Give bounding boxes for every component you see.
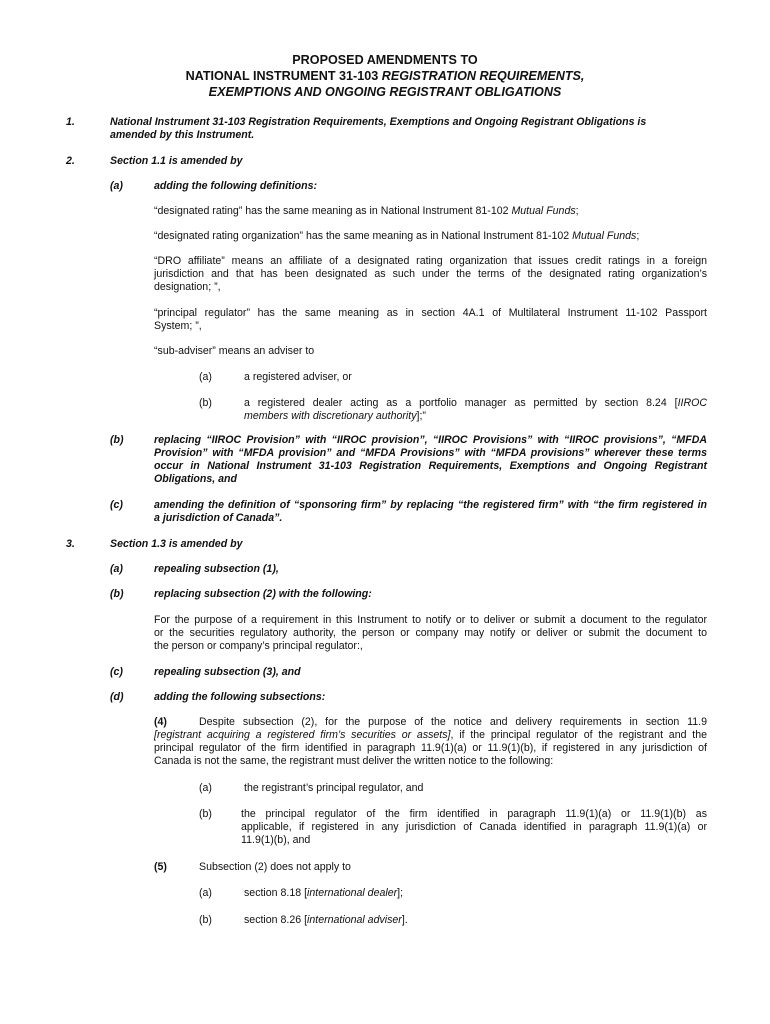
section-2c-line-1: amending the definition of “sponsoring firm” by replacing “the registered firm” with “the firm registered in <box>154 499 707 511</box>
sub-adviser-item-b-label: (b) <box>199 397 212 409</box>
section-2b-line-1: replacing “IIROC Provision” with “IIROC provision”, “IIROC Provisions” with “IIROC provisions”, “MFDA <box>154 434 707 446</box>
section-3a-text: repealing subsection (1), <box>154 563 279 575</box>
dro-line-2: jurisdiction and that has been designated as such under the terms of the designated rating organization’s <box>154 268 707 280</box>
section-2-number: 2. <box>66 155 75 167</box>
subsection-5-text: Subsection (2) does not apply to <box>199 861 351 873</box>
section-1-line-2: amended by this Instrument. <box>110 129 255 141</box>
sub-adviser-item-a-text: a registered adviser, or <box>244 371 352 383</box>
section-2c-label: (c) <box>110 499 123 511</box>
section-2b-line-2: Provision” with “MFDA provision” and “MFDA Provisions” with “MFDA provisions” wherever these terms <box>154 447 707 459</box>
subsection-4-line-2: [registrant acquiring a registered firm’s securities or assets], if the principal regulator of the registrant and the <box>154 729 708 741</box>
section-3-number: 3. <box>66 538 75 550</box>
subsection-4-item-b-label: (b) <box>199 808 212 820</box>
subsection-5-number: (5) <box>154 861 167 873</box>
dro-line-1: “DRO affiliate” means an affiliate of a designated rating organization that issues credit ratings in a foreign <box>154 255 707 267</box>
section-1-number: 1. <box>66 116 75 128</box>
sub-adviser-item-a-label: (a) <box>199 371 212 383</box>
definition-designated-rating-organization: “designated rating organization” has the same meaning as in National Instrument 81-102 Mutual Funds; <box>154 230 640 242</box>
subsection-4-item-b-line-2: applicable, if registered in any jurisdiction of Canada identified in paragraph 11.9(1)(a) or <box>241 821 707 833</box>
doc-title-line-3: EXEMPTIONS AND ONGOING REGISTRANT OBLIGATIONS <box>208 85 562 99</box>
section-1-line-1: National Instrument 31-103 Registration Requirements, Exemptions and Ongoing Registrant Obligations is <box>110 116 647 128</box>
definition-designated-rating: “designated rating” has the same meaning as in National Instrument 81-102 Mutual Funds; <box>154 205 579 217</box>
subsection-5-item-a-text: section 8.18 [international dealer]; <box>244 887 404 899</box>
section-3b-line-3: the person or company’s principal regulator:, <box>154 640 363 652</box>
section-2c-line-2: a jurisdiction of Canada”. <box>154 512 283 524</box>
section-2b-line-3: occur in National Instrument 31-103 Registration Requirements, Exemptions and Ongoing Registrant <box>154 460 707 472</box>
section-2a-heading: adding the following definitions: <box>154 180 318 192</box>
pr-line-2: System; ”, <box>154 320 202 332</box>
subsection-4-item-a-label: (a) <box>199 782 212 794</box>
subsection-4-item-b-line-3: 11.9(1)(b), and <box>241 834 311 846</box>
section-2-heading: Section 1.1 is amended by <box>110 155 243 167</box>
subsection-4-number: (4) <box>154 716 167 728</box>
section-3b-heading: replacing subsection (2) with the following: <box>154 588 372 600</box>
section-3b-line-1: For the purpose of a requirement in this Instrument to notify or to deliver or submit a document to the regulator <box>154 614 707 626</box>
section-3c-label: (c) <box>110 666 123 678</box>
section-2b-label: (b) <box>110 434 124 446</box>
section-3d-heading: adding the following subsections: <box>154 691 326 703</box>
definition-sub-adviser: “sub-adviser” means an adviser to <box>154 345 315 357</box>
section-3c-text: repealing subsection (3), and <box>154 666 301 678</box>
subsection-4-line-4: Canada is not the same, the registrant must deliver the written notice to the following: <box>154 755 554 767</box>
subsection-4-line-3: principal regulator of the firm identified in paragraph 11.9(1)(a) or 11.9(1)(b), if registered in any jurisdiction of <box>154 742 707 754</box>
section-3b-line-2: or the securities regulatory authority, the person or company may notify or deliver or submit the document to <box>154 627 707 639</box>
doc-title-line-2 <box>0 68 770 85</box>
section-2a-label: (a) <box>110 180 123 192</box>
pr-line-1: “principal regulator” has the same meaning as in section 4A.1 of Multilateral Instrument 11-102 Passport <box>154 307 707 319</box>
sub-adviser-item-b-line-2: members with discretionary authority];” <box>244 410 426 422</box>
title-plain: NATIONAL INSTRUMENT 31-103 <box>185 69 382 83</box>
title-italic: REGISTRATION REQUIREMENTS, <box>381 69 585 83</box>
subsection-5-item-a-label: (a) <box>199 887 212 899</box>
subsection-5-item-b-text: section 8.26 [international adviser]. <box>244 914 408 926</box>
sub-adviser-item-b-line-1: a registered dealer acting as a portfolio manager as permitted by section 8.24 [IIROC <box>244 397 707 409</box>
section-3-heading: Section 1.3 is amended by <box>110 538 243 550</box>
subsection-5-item-b-label: (b) <box>199 914 212 926</box>
subsection-4-line-1: Despite subsection (2), for the purpose of the notice and delivery requirements in section 11.9 <box>199 716 707 728</box>
section-3a-label: (a) <box>110 563 123 575</box>
section-2b-line-4: Obligations, and <box>154 473 237 485</box>
section-3d-label: (d) <box>110 691 124 703</box>
dro-line-3: designation; ”, <box>154 281 221 293</box>
doc-title-line-1: PROPOSED AMENDMENTS TO <box>292 53 478 67</box>
subsection-4-item-a-text: the registrant’s principal regulator, and <box>244 782 424 794</box>
section-3b-label: (b) <box>110 588 124 600</box>
subsection-4-item-b-line-1: the principal regulator of the firm identified in paragraph 11.9(1)(a) or 11.9(1)(b) as <box>241 808 707 820</box>
